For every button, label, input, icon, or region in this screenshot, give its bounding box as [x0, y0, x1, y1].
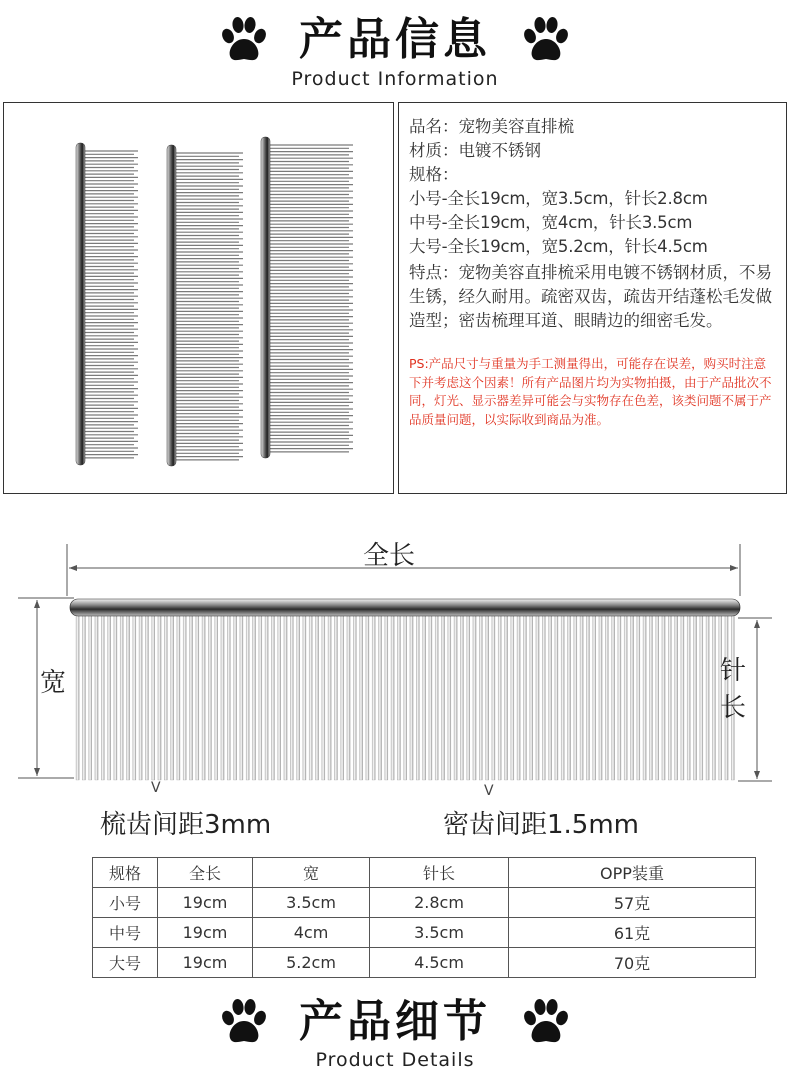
table-cell: 小号 — [93, 888, 158, 918]
paw-icon — [520, 996, 572, 1048]
spec-medium: 中号-全长19cm，宽4cm，针长3.5cm — [409, 213, 693, 232]
spec-large: 大号-全长19cm，宽5.2cm，针长4.5cm — [409, 237, 708, 256]
table-cell: 5.2cm — [253, 948, 370, 978]
col-header-size: 规格 — [93, 858, 158, 888]
col-header-width: 宽 — [253, 858, 370, 888]
width-label: 宽 — [40, 668, 67, 698]
col-header-needle: 针长 — [370, 858, 509, 888]
table-cell: 70克 — [509, 948, 756, 978]
section-title-info: 产品信息 — [299, 14, 491, 65]
col-header-weight: OPP装重 — [509, 858, 756, 888]
table-cell: 57克 — [509, 888, 756, 918]
product-photo-box — [3, 102, 394, 494]
spec-label: 规格： — [409, 165, 459, 184]
section-subtitle-info: Product Information — [291, 68, 499, 90]
table-cell: 4cm — [253, 918, 370, 948]
paw-icon — [520, 14, 572, 66]
table-cell: 61克 — [509, 918, 756, 948]
product-material: 材质：电镀不锈钢 — [409, 141, 541, 160]
product-name: 品名：宠物美容直排梳 — [409, 117, 574, 136]
needle-length-label-2: 长 — [720, 693, 747, 723]
needle-length-label-1: 针 — [720, 656, 747, 686]
ps-disclaimer: PS:产品尺寸与重量为手工测量得出，可能存在误差，购买时注意下并考虑这个因素！所有产品图片均为实物拍摄，由于产品批次不同，灯光、显示器差异可能会与实物存在色差，该类问题不属于产品质量问题，以实际收到商品为准。 — [409, 356, 772, 427]
section-title-details: 产品细节 — [299, 996, 491, 1047]
table-cell: 中号 — [93, 918, 158, 948]
table-cell: 2.8cm — [370, 888, 509, 918]
table-header-row — [93, 858, 756, 888]
table-cell: 3.5cm — [370, 918, 509, 948]
table-cell: 3.5cm — [253, 888, 370, 918]
fine-gap-label: 密齿间距1.5mm — [443, 810, 640, 840]
section-subtitle-details: Product Details — [315, 1049, 475, 1071]
table-cell: 19cm — [158, 918, 253, 948]
full-length-label: 全长 — [363, 541, 416, 571]
table-cell: 19cm — [158, 948, 253, 978]
table-row — [93, 888, 756, 918]
table-row — [93, 948, 756, 978]
table-cell: 19cm — [158, 888, 253, 918]
combs-photo — [4, 103, 393, 493]
col-header-length: 全长 — [158, 858, 253, 888]
product-info-box — [398, 102, 787, 494]
coarse-gap-marker: V — [151, 780, 161, 796]
coarse-gap-label: 梳齿间距3mm — [100, 810, 272, 840]
fine-gap-marker: V — [484, 783, 494, 799]
spec-table — [92, 857, 756, 978]
table-cell: 4.5cm — [370, 948, 509, 978]
table-row — [93, 918, 756, 948]
table-cell: 大号 — [93, 948, 158, 978]
spec-small: 小号-全长19cm，宽3.5cm，针长2.8cm — [409, 189, 708, 208]
product-feature: 特点：宠物美容直排梳采用电镀不锈钢材质，不易生锈，经久耐用。疏密双齿，疏齿开结蓬松毛发做造型；密齿梳理耳道、眼睛边的细密毛发。 — [409, 263, 772, 330]
